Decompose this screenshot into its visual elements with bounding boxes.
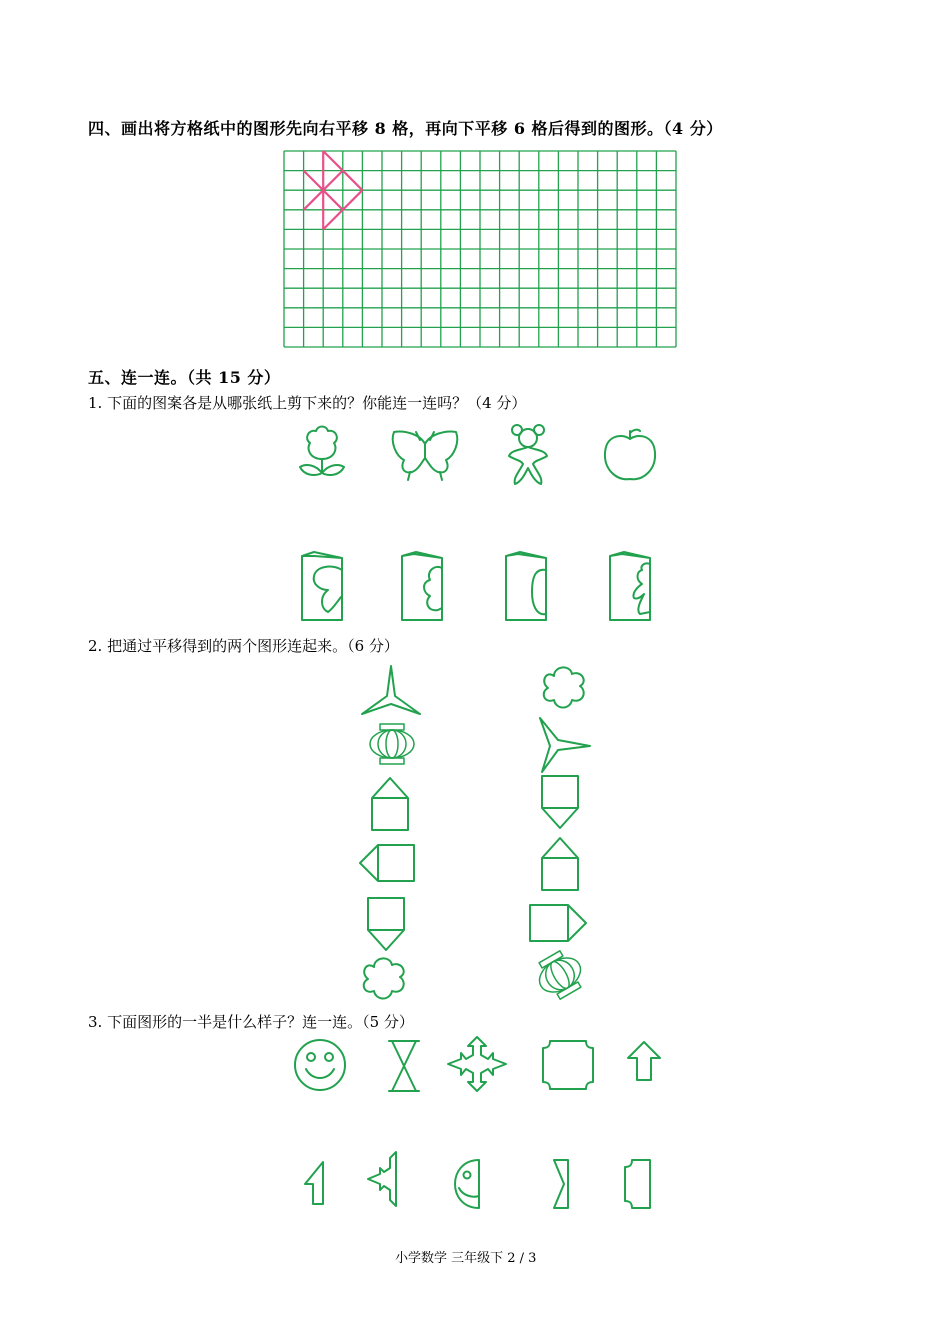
- smiley-face-icon[interactable]: [292, 1037, 348, 1093]
- page-footer: 小学数学 三年级下 2 / 3: [395, 1251, 537, 1266]
- q1-text: 1. 下面的图案各是从哪张纸上剪下来的？你能连一连吗？（4 分）: [88, 394, 527, 412]
- up-arrow-icon[interactable]: [626, 1040, 662, 1082]
- bear-cutout-icon[interactable]: [505, 424, 551, 486]
- half-arrow-icon[interactable]: [303, 1160, 325, 1206]
- section5-title: 五、连一连。（共 15 分）: [88, 368, 281, 387]
- pentagon-right-pointing-icon[interactable]: [528, 903, 588, 943]
- folded-paper-flower-icon[interactable]: [398, 550, 446, 622]
- tilted-lantern-right-icon[interactable]: [532, 950, 588, 1000]
- lantern-left-icon[interactable]: [366, 722, 418, 766]
- pentagon-down-pointing-right-icon[interactable]: [540, 774, 580, 830]
- section4-title: 四、画出将方格纸中的图形先向右平移 8 格，再向下平移 6 格后得到的图形。（4 分）: [88, 119, 723, 138]
- half-octagon-icon[interactable]: [622, 1158, 652, 1210]
- graph-paper-grid: [284, 151, 676, 349]
- four-arrow-cross-icon[interactable]: [446, 1035, 508, 1093]
- q2-text: 2. 把通过平移得到的两个图形连起来。（6 分）: [88, 637, 399, 655]
- three-point-star-left-icon[interactable]: [360, 664, 422, 716]
- folded-paper-apple-icon[interactable]: [502, 550, 550, 622]
- octagon-icon[interactable]: [540, 1038, 596, 1092]
- hourglass-icon[interactable]: [387, 1038, 421, 1094]
- folded-paper-butterfly-icon[interactable]: [298, 550, 346, 622]
- half-cross-icon[interactable]: [366, 1150, 400, 1208]
- flower-cutout-icon[interactable]: [296, 425, 348, 483]
- pentagon-down-pointing-left-icon[interactable]: [366, 896, 406, 952]
- cloud-right-icon[interactable]: [540, 664, 588, 710]
- house-pentagon-left-icon[interactable]: [370, 776, 410, 832]
- half-face-icon[interactable]: [453, 1158, 485, 1210]
- folded-paper-bear-icon[interactable]: [606, 550, 658, 622]
- pentagon-left-pointing-icon[interactable]: [358, 843, 416, 883]
- q3-text: 3. 下面图形的一半是什么样子？连一连。（5 分）: [88, 1013, 414, 1031]
- cloud-left-icon[interactable]: [360, 955, 408, 1001]
- house-pentagon-right-icon[interactable]: [540, 836, 580, 892]
- half-hourglass-icon[interactable]: [552, 1158, 570, 1210]
- butterfly-cutout-icon[interactable]: [390, 428, 460, 482]
- rotated-star-right-icon[interactable]: [538, 716, 592, 774]
- apple-cutout-icon[interactable]: [602, 427, 658, 483]
